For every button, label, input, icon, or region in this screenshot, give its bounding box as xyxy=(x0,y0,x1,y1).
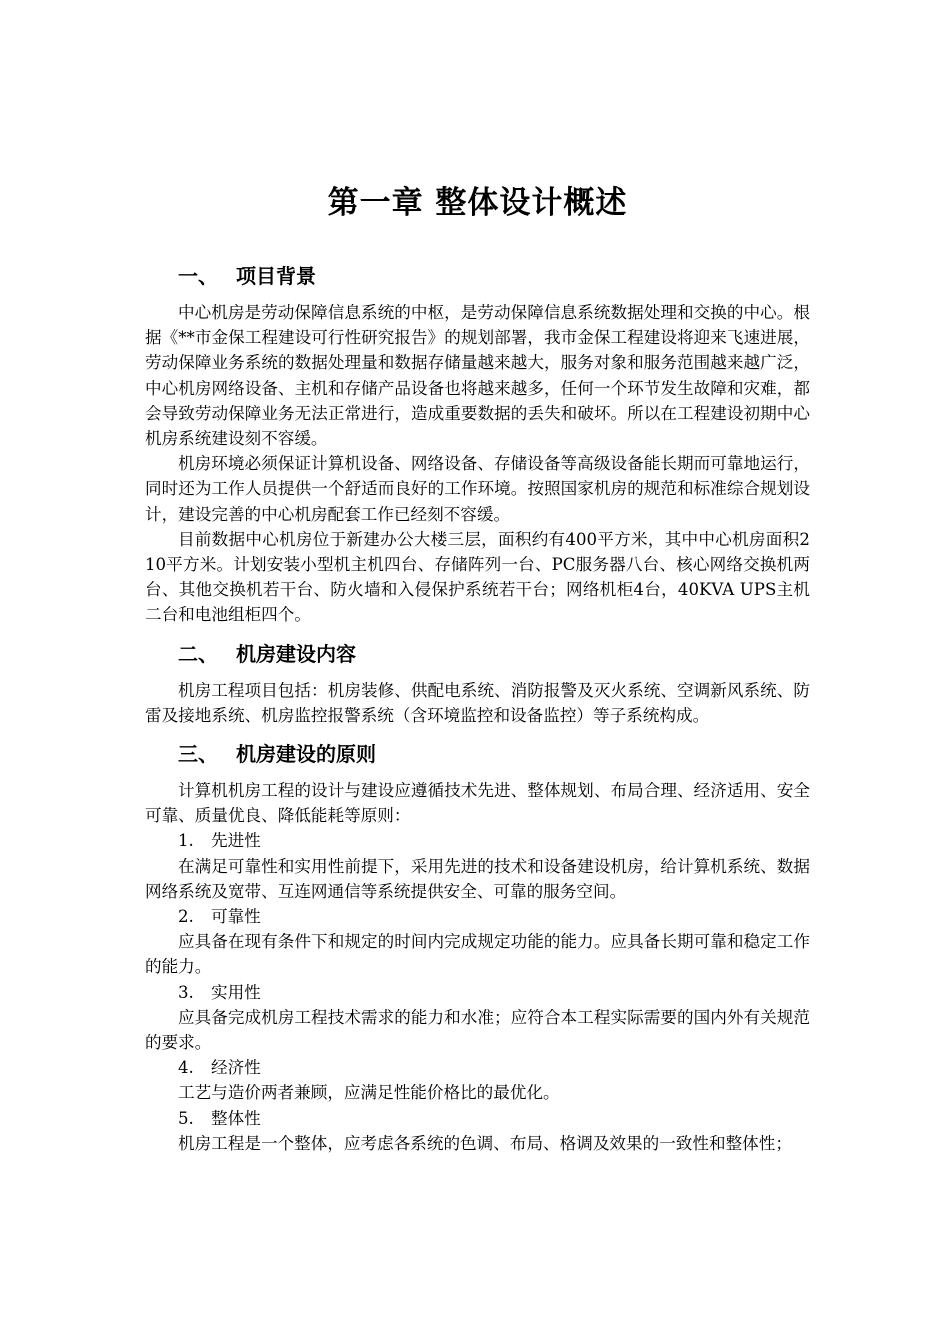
section-title: 机房建设的原则 xyxy=(236,742,376,767)
section-number: 二、 xyxy=(178,641,218,666)
section-heading-background xyxy=(178,256,810,296)
principle-label: 2. 可靠性 xyxy=(178,907,261,927)
principle-label: 4. 经济性 xyxy=(178,1058,261,1078)
section-number: 三、 xyxy=(178,742,218,767)
chapter-title: 第一章 整体设计概述 xyxy=(327,185,628,221)
section-number: 一、 xyxy=(178,264,218,288)
principle-label: 5. 整体性 xyxy=(178,1108,261,1128)
section-heading-content xyxy=(178,634,810,674)
paragraph: 目前数据中心机房位于新建办公大楼三层，面积约有400平方米，其中中心机房面积210平方米。计划安装小型机主机四台、存储阵列一台、PC服务器八台、核心网络交换机两台、其他交换机若干台、防火墙和入侵保护系统若干台；网络机柜4台，40KVA UPS主机二台和电池组柜四个。 xyxy=(145,529,810,625)
paragraph: 中心机房是劳动保障信息系统的中枢，是劳动保障信息系统数据处理和交换的中心。根据《**市金保工程建设可行性研究报告》的规划部署，我市金保工程建设将迎来飞速进展，劳动保障业务系统的数据处理量和数据存储量越来越大，服务对象和服务范围越来越广泛，中心机房网络设备、主机和存储产品设备也将越来越多，任何一个环节发生故障和灾难，都会导致劳动保障业务无法正常进行，造成重要数据的丢失和破坏。所以在工程建设初期中心机房系统建设刻不容缓。 xyxy=(145,303,810,449)
section-title: 机房建设内容 xyxy=(236,641,356,666)
paragraph: 机房工程项目包括：机房装修、供配电系统、消防报警及灭火系统、空调新风系统、防雷及接地系统、机房监控报警系统（含环境监控和设备监控）等子系统构成。 xyxy=(145,680,810,725)
principle-text: 机房工程是一个整体，应考虑各系统的色调、布局、格调及效果的一致性和整体性； xyxy=(178,1133,792,1153)
principle-text: 应具备完成机房工程技术需求的能力和水准；应符合本工程实际需要的国内外有关规范的要求。 xyxy=(145,1007,810,1053)
section-title: 项目背景 xyxy=(236,264,316,288)
paragraph: 计算机机房工程的设计与建设应遵循技术先进、整体规划、布局合理、经济适用、安全可靠、质量优良、降低能耗等原则： xyxy=(145,781,810,826)
document-page xyxy=(145,176,810,1156)
paragraph: 机房环境必须保证计算机设备、网络设备、存储设备等高级设备能长期而可靠地运行，同时还为工作人员提供一个舒适而良好的工作环境。按照国家机房的规范和标准综合规划设计，建设完善的中心机房配套工作已经刻不容缓。 xyxy=(145,454,810,524)
principle-label: 1. 先进性 xyxy=(178,831,261,851)
section-heading-principles xyxy=(178,734,810,774)
principle-text: 在满足可靠性和实用性前提下，采用先进的技术和设备建设机房，给计算机系统、数据网络系统及宽带、互连网通信等系统提供安全、可靠的服务空间。 xyxy=(145,856,810,901)
principle-label: 3. 实用性 xyxy=(178,982,261,1002)
principle-text: 应具备在现有条件下和规定的时间内完成规定功能的能力。应具备长期可靠和稳定工作的能力。 xyxy=(145,932,810,977)
principle-text: 工艺与造价两者兼顾，应满足性能价格比的最优化。 xyxy=(178,1083,560,1103)
